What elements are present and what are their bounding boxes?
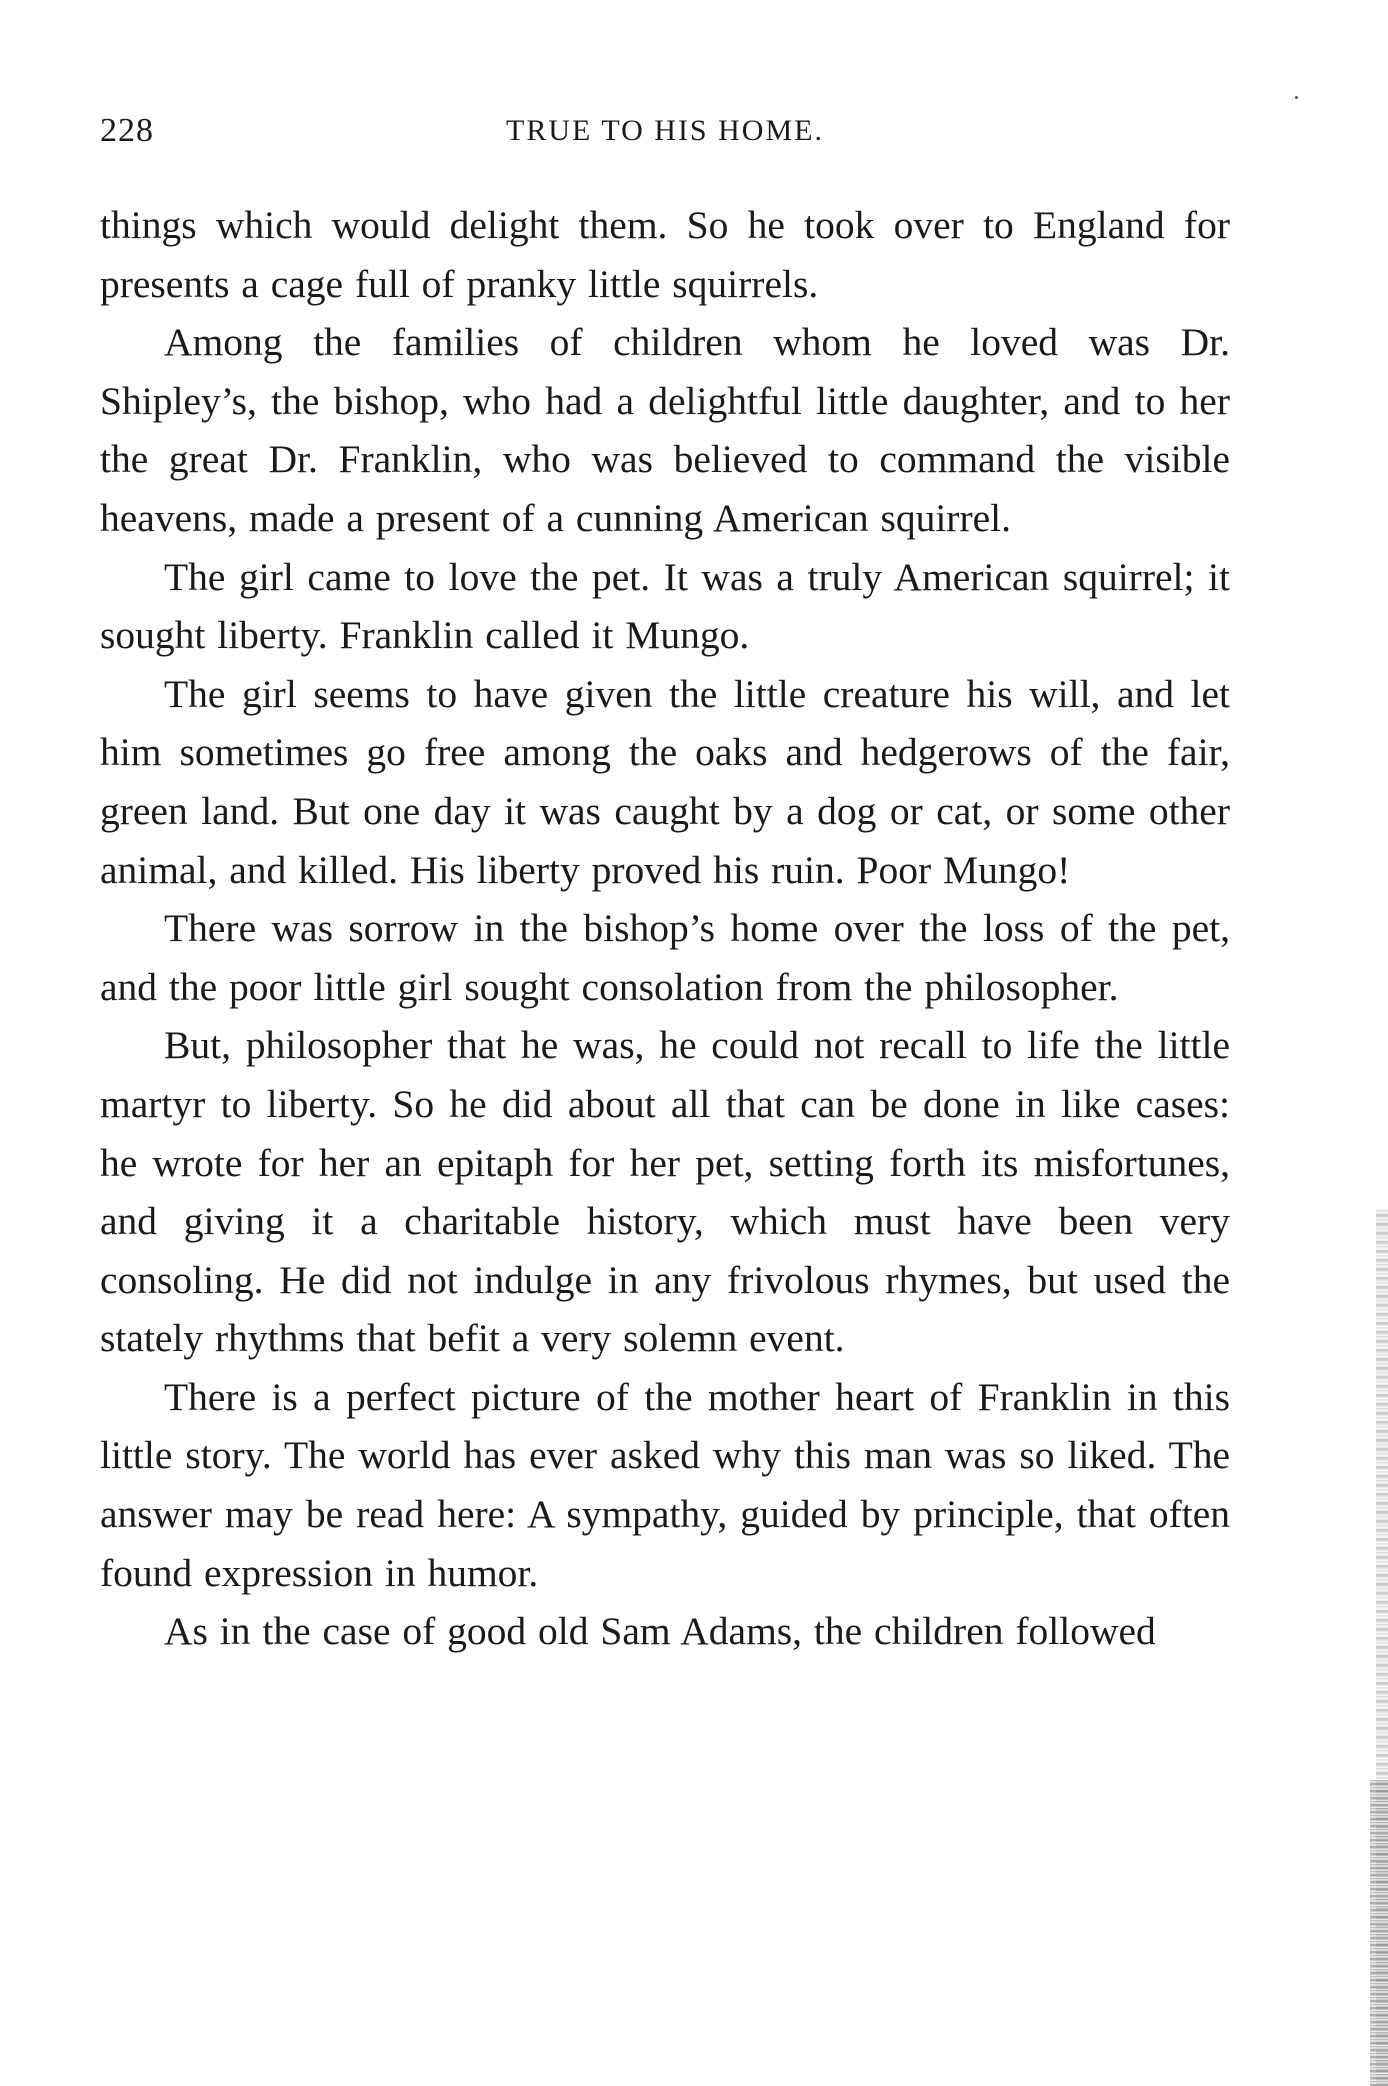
- paragraph-1: things which would delight them. So he took over to England for presents a cage full of pranky little squirrels.: [100, 203, 1230, 306]
- paragraph-4: The girl seems to have given the little creature his will, and let him sometimes go free among the oaks and hedgerows of the fair, green land. But one day it was caught by a dog or cat, or some other animal, and killed. His liberty proved his ruin. Poor Mungo!: [100, 671, 1230, 892]
- paragraph-8: As in the case of good old Sam Adams, the children followed: [164, 1609, 1156, 1654]
- page-header: [100, 112, 1230, 162]
- body-text: [100, 196, 1230, 1661]
- running-head: TRUE TO HIS HOME.: [506, 114, 824, 147]
- paragraph-5: There was sorrow in the bishop’s home over the loss of the pet, and the poor little girl sought consolation from the philosopher.: [100, 906, 1230, 1009]
- paragraph-7: There is a perfect picture of the mother heart of Franklin in this little story. The world has ever asked why this man was so liked. The answer may be read here: A sympathy, guided by principle, that often found expression in humor.: [100, 1374, 1230, 1595]
- page-edge-scan-artifact-lower: [1370, 1780, 1388, 2086]
- paragraph-2: Among the families of children whom he loved was Dr. Shipley’s, the bishop, who had a delightful little daughter, and to her the great Dr. Franklin, who was believed to command the visible heavens, made a present of a cunning American squirrel.: [100, 320, 1230, 540]
- paragraph-3: The girl came to love the pet. It was a truly American squirrel; it sought liberty. Franklin called it Mungo.: [100, 554, 1230, 658]
- scan-speck: [1295, 96, 1298, 99]
- page-number: 228: [100, 112, 154, 149]
- paragraph-6: But, philosopher that he was, he could not recall to life the little martyr to liberty. So he did about all that can be done in like cases: he wrote for her an epitaph for her pet, setting forth its misfortunes, and giving it a charitable history, which must have been very consoling. He did not indulge in any frivolous rhymes, but used the stately rhythms that befit a very solemn event.: [100, 1023, 1230, 1361]
